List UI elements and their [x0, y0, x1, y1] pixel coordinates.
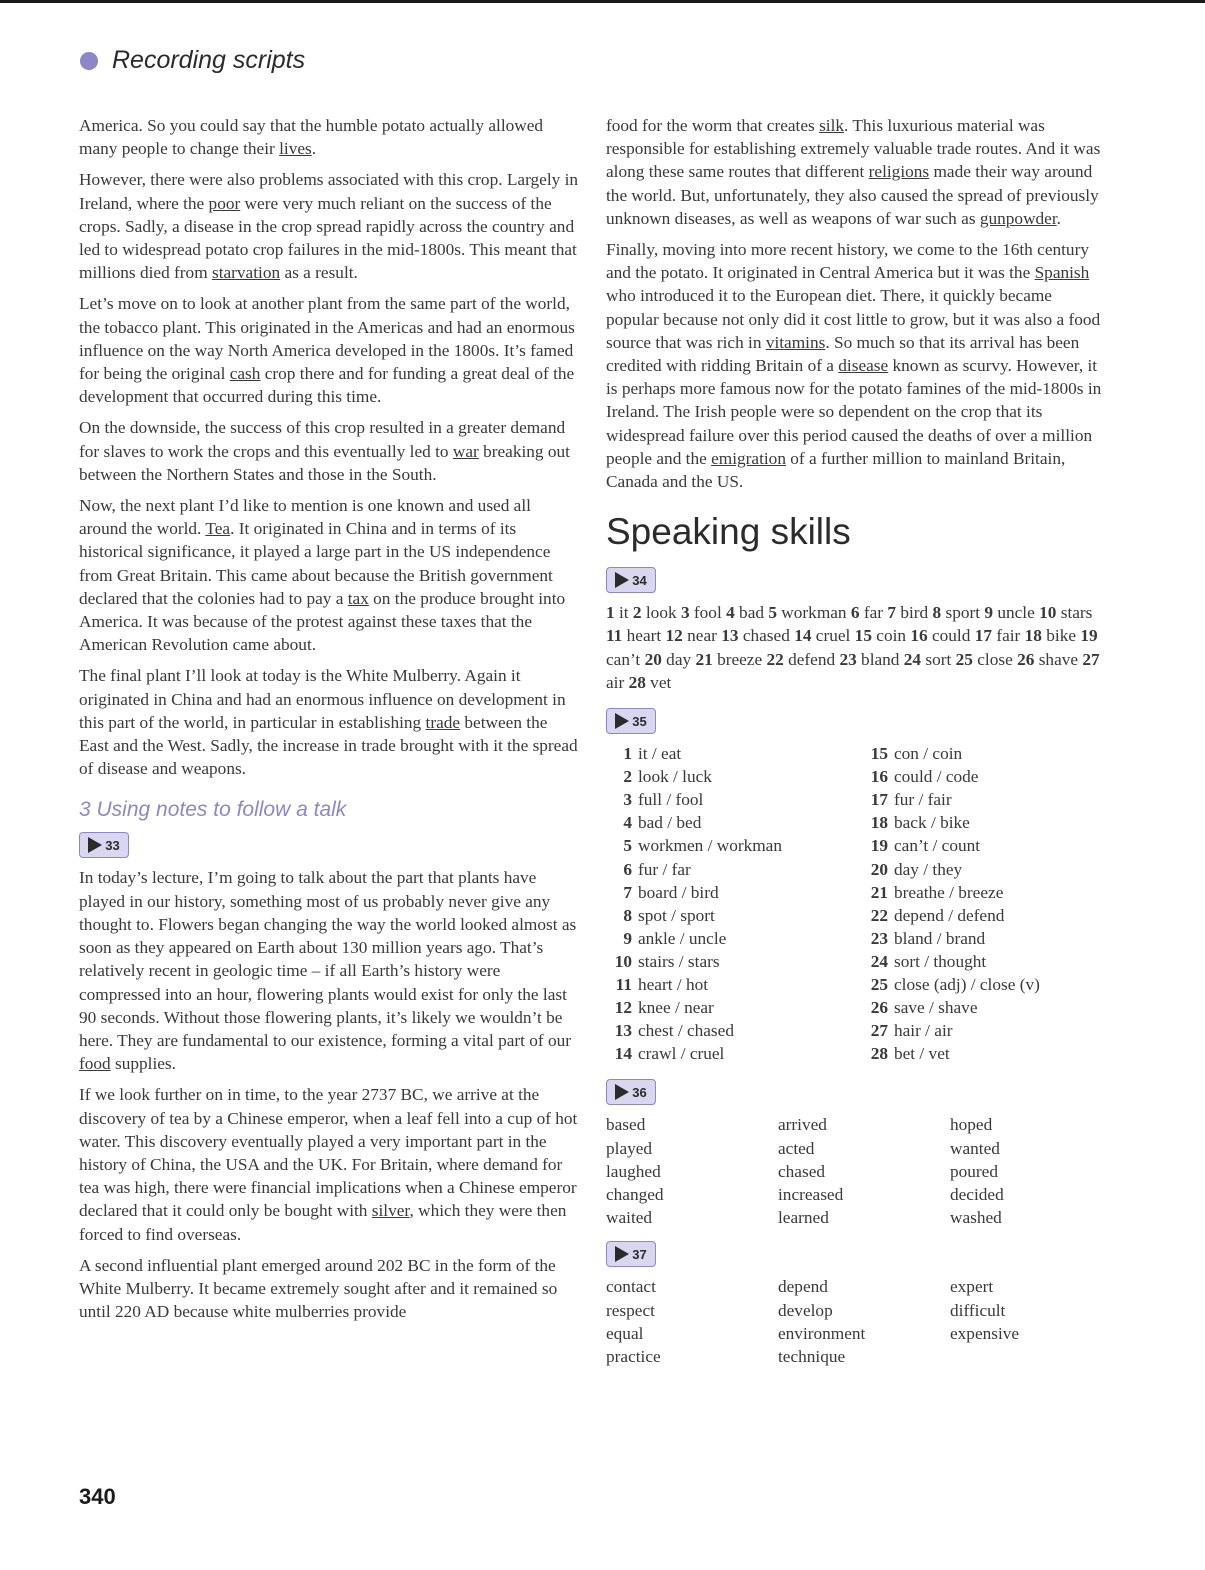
speaking-skills-heading: Speaking skills: [606, 511, 851, 553]
list-number: 2: [623, 767, 632, 787]
word: develop: [778, 1300, 833, 1320]
list-item: [870, 788, 1110, 811]
paragraph: In today’s lecture, I’m going to talk about the part that plants have played in our history, something most of us probably never give any thought to. Flowers began changing the way the world looked almost as soon as they appeared on Earth about 130 million years ago. That’s relatively recent in geologic time – if all Earth’s history were compressed into an hour, flowering plants would exist for only the last 90 seconds. Without those flowering plants, it’s likely we wouldn’t be here. They are fundamental to our existence, forming a vital part of our food supplies.: [79, 868, 577, 1074]
list-number: 24: [870, 951, 888, 971]
list-item: [614, 973, 870, 996]
list-number: 12: [614, 998, 632, 1018]
word: learned: [778, 1208, 829, 1228]
list-item: [614, 927, 870, 950]
paragraph: Finally, moving into more recent history, we come to the 16th century and the potato. It originated in Central America but it was the Spanish who introduced it to the European diet. There, it quickly became popular because not only did it cost little to grow, but it was also a food source that was rich in vitamins. So much so that its arrival has been credited with ridding Britain of a disease known as scurvy. However, it is perhaps more famous now for the potato famines of the mid-1800s in Ireland. The Irish people were so dependent on the crop that its widespread failure over this period caused the deaths of over a million people and the emigration of a further million to mainland Britain, Canada and the US.: [606, 240, 1102, 492]
list-number: 12: [665, 626, 683, 646]
list-word: it: [618, 603, 629, 623]
list-word: shave: [1038, 649, 1079, 669]
list-item: [614, 904, 870, 927]
word-pair: bland / brand: [894, 928, 986, 948]
list-number: 25: [870, 975, 888, 994]
list-word: heart: [626, 626, 662, 646]
word: chased: [778, 1161, 826, 1181]
list-number: 21: [695, 649, 713, 669]
word: increased: [778, 1184, 844, 1204]
track-36-word-grid: [606, 1113, 1109, 1229]
list-number: 15: [870, 744, 888, 764]
word-pair: spot / sport: [638, 905, 715, 925]
top-rule: [0, 0, 1205, 3]
word-pair: fur / far: [638, 859, 691, 879]
word-pair: bad / bed: [638, 813, 702, 833]
play-icon: [615, 572, 629, 588]
word: contact: [606, 1277, 656, 1297]
list-number: 15: [854, 626, 872, 646]
word-pair: chest / chased: [638, 1021, 734, 1041]
list-word: chased: [742, 626, 790, 646]
list-item: [870, 811, 1110, 834]
list-item: [614, 950, 870, 973]
word: practice: [606, 1347, 661, 1366]
word: depend: [778, 1277, 828, 1297]
list-item: [870, 973, 1110, 996]
paragraph: food for the worm that creates silk. This luxurious material was responsible for establishing extremely valuable trade routes. And it was along these same routes that different religions made their way around the world. But, unfortunately, they also caused the spread of previously unknown diseases, as well as weapons of war such as gunpowder.: [606, 116, 1101, 228]
list-number: 19: [870, 836, 888, 856]
list-number: 21: [870, 882, 888, 902]
word-pair: day / they: [894, 859, 963, 879]
word: environment: [778, 1323, 866, 1343]
paragraph: The final plant I’ll look at today is the White Mulberry. Again it originated in China and had an enormous influence on development in this part of the world, in particular in establishing trade between the East and the West. Sadly, the increase in trade brought with it the spread of disease and weapons.: [79, 666, 578, 779]
list-word: coin: [876, 626, 907, 646]
audio-track-34-button[interactable]: 34: [606, 567, 656, 593]
word: expert: [950, 1277, 994, 1297]
word: acted: [778, 1138, 815, 1158]
list-number: 23: [839, 649, 857, 669]
list-word: bike: [1046, 626, 1077, 646]
list-number: 6: [623, 859, 632, 879]
word: respect: [606, 1300, 655, 1320]
list-number: 3: [680, 603, 690, 623]
word-pair: back / bike: [894, 813, 970, 833]
paragraph: Let’s move on to look at another plant from the same part of the world, the tobacco plant. This originated in the Americas and had an enormous influence on the way North America developed in the 1800s. It’s famed for being the original cash crop there and for funding a great deal of the development that occurred during this time.: [79, 294, 575, 407]
list-item: [870, 927, 1110, 950]
list-number: 7: [623, 882, 632, 902]
list-number: 3: [623, 790, 632, 810]
list-number: 11: [606, 626, 623, 646]
word-pair: breathe / breeze: [894, 882, 1004, 902]
list-number: 17: [974, 626, 992, 646]
list-item: [870, 1042, 1110, 1065]
paragraph: Now, the next plant I’d like to mention is one known and used all around the world. Tea. It originated in China and in terms of its historical significance, it played a large part in the US independence from Great Britain. This came about because the British government declared that the colonies had to pay a tax on the produce brought into America. It was because of the protest against these taxes that the American Revolution came about.: [79, 496, 566, 655]
list-number: 28: [870, 1044, 888, 1064]
list-number: 17: [870, 790, 888, 810]
paragraph: A second influential plant emerged around 202 BC in the form of the White Mulberry. It became extremely sought after and it remained so until 220 AD because white mulberries provide: [79, 1255, 558, 1322]
word-pair: could / code: [894, 767, 979, 787]
word: changed: [606, 1184, 664, 1204]
section-heading: 3 Using notes to follow a talk: [79, 798, 347, 822]
list-word: can’t: [606, 649, 641, 669]
list-word: stars: [1060, 603, 1093, 623]
audio-track-35-button[interactable]: 35: [606, 708, 656, 734]
list-item: [870, 950, 1110, 973]
list-number: 10: [1039, 603, 1057, 623]
list-item: [870, 996, 1110, 1019]
word-pair: bet / vet: [894, 1044, 950, 1064]
track-34-word-list: [606, 601, 1109, 694]
list-number: 27: [870, 1021, 888, 1041]
list-number: 26: [1017, 649, 1035, 669]
list-item: [614, 996, 870, 1019]
word-pair: con / coin: [894, 744, 963, 764]
list-number: 9: [984, 603, 994, 623]
word: difficult: [950, 1300, 1006, 1320]
word: wanted: [950, 1138, 1000, 1158]
list-item: [614, 1019, 870, 1042]
list-number: 19: [1080, 626, 1098, 646]
list-item: [870, 1019, 1110, 1042]
paragraph: On the downside, the success of this crop resulted in a greater demand for slaves to work the crops and this eventually led to war breaking out between the Northern States and those in the South.: [79, 418, 570, 484]
word-pair: can’t / count: [894, 836, 981, 856]
list-word: vet: [650, 672, 672, 692]
word-pair: workmen / workman: [638, 836, 782, 856]
list-word: uncle: [997, 603, 1035, 623]
word: based: [606, 1115, 646, 1135]
list-number: 22: [870, 905, 888, 925]
word: poured: [950, 1161, 998, 1181]
play-icon: [615, 1084, 629, 1100]
list-number: 6: [850, 603, 860, 623]
list-number: 16: [870, 767, 888, 787]
list-item: [614, 788, 870, 811]
word: washed: [950, 1208, 1002, 1228]
list-word: day: [666, 649, 692, 669]
word-pair: full / fool: [638, 790, 704, 810]
word: waited: [606, 1208, 653, 1228]
word-pair: fur / fair: [894, 790, 952, 810]
word-pair: it / eat: [638, 744, 682, 764]
list-number: 20: [870, 859, 888, 879]
list-word: fool: [693, 603, 722, 623]
list-word: bad: [739, 603, 764, 623]
list-word: bland: [861, 649, 900, 669]
list-word: defend: [788, 649, 836, 669]
word: technique: [778, 1347, 846, 1366]
list-item: [870, 742, 1110, 765]
word-pair: heart / hot: [638, 975, 709, 994]
list-item: [870, 881, 1110, 904]
list-item: [614, 811, 870, 834]
bullet-dot-icon: [80, 52, 98, 70]
list-number: 20: [644, 649, 662, 669]
list-number: 5: [768, 603, 777, 623]
list-number: 18: [870, 813, 888, 833]
list-item: [614, 765, 870, 788]
word-pair: stairs / stars: [638, 951, 720, 971]
list-number: 13: [614, 1021, 632, 1041]
list-number: 2: [632, 603, 642, 623]
list-item: [614, 881, 870, 904]
word: played: [606, 1138, 653, 1158]
word: equal: [606, 1323, 644, 1343]
list-item: [614, 834, 870, 857]
left-column: [79, 114, 581, 1331]
list-word: far: [863, 603, 884, 623]
list-number: 10: [614, 951, 632, 971]
list-number: 4: [623, 813, 632, 833]
list-item: [614, 742, 870, 765]
word-pair: crawl / cruel: [638, 1044, 725, 1064]
list-word: could: [931, 626, 971, 646]
list-number: 4: [726, 603, 735, 623]
list-word: breeze: [717, 649, 763, 669]
play-icon: [615, 713, 629, 729]
list-number: 16: [910, 626, 928, 646]
list-word: air: [606, 672, 625, 692]
list-number: 1: [606, 603, 615, 623]
list-number: 23: [870, 928, 888, 948]
page-number: 340: [79, 1484, 116, 1509]
list-item: [614, 858, 870, 881]
list-number: 7: [887, 603, 897, 623]
word-pair: hair / air: [894, 1021, 953, 1041]
list-word: close: [977, 649, 1013, 669]
track-35-minimal-pairs: [614, 742, 1109, 1065]
list-word: look: [645, 603, 677, 623]
page-header: [80, 46, 305, 75]
list-number: 14: [794, 626, 812, 646]
word: laughed: [606, 1161, 661, 1181]
list-number: 24: [903, 649, 922, 669]
word-pair: board / bird: [638, 882, 719, 902]
list-item: [870, 858, 1110, 881]
word-pair: save / shave: [894, 998, 978, 1018]
right-column: [606, 114, 1109, 1380]
list-item: [614, 1042, 870, 1065]
list-number: 9: [623, 928, 632, 948]
word-pair: knee / near: [638, 998, 714, 1018]
list-number: 14: [614, 1044, 632, 1064]
audio-track-33-button[interactable]: 33: [79, 832, 129, 858]
list-number: 8: [932, 603, 942, 623]
list-item: [870, 834, 1110, 857]
list-number: 5: [623, 836, 632, 856]
word: hoped: [950, 1115, 993, 1135]
list-number: 13: [721, 626, 739, 646]
list-number: 11: [615, 975, 632, 994]
paragraph: If we look further on in time, to the year 2737 BC, we arrive at the discovery of tea by a Chinese emperor, when a leaf fell into a cup of hot water. This discovery eventually played a very important part in the history of China, the USA and the UK. For Britain, where demand for tea was high, there were financial implications when a Chinese emperor declared that it could only be bought with silver, which they were then forced to find overseas.: [79, 1085, 578, 1244]
list-number: 28: [628, 672, 646, 692]
header-title: Recording scripts: [112, 46, 306, 74]
word: decided: [950, 1184, 1004, 1204]
play-icon: [88, 837, 102, 853]
word: arrived: [778, 1115, 827, 1135]
word: expensive: [950, 1323, 1020, 1343]
track-37-word-grid: [606, 1275, 1109, 1368]
word: [950, 1345, 1100, 1368]
list-word: near: [687, 626, 717, 646]
word-pair: look / luck: [638, 767, 712, 787]
list-number: 25: [955, 649, 973, 669]
list-word: sort: [925, 649, 952, 669]
word-pair: depend / defend: [894, 905, 1005, 925]
list-word: sport: [945, 603, 981, 623]
list-number: 26: [870, 998, 888, 1018]
play-icon: [615, 1246, 629, 1262]
list-word: cruel: [815, 626, 851, 646]
list-number: 27: [1082, 649, 1100, 669]
list-item: [870, 904, 1110, 927]
word-pair: close (adj) / close (v): [894, 975, 1040, 994]
audio-track-36-button[interactable]: 36: [606, 1079, 656, 1105]
list-number: 22: [766, 649, 784, 669]
paragraph: However, there were also problems associated with this crop. Largely in Ireland, where the poor were very much reliant on the success of the crops. Sadly, a disease in the crop spread rapidly across the country and led to widespread potato crop failures in the mid-1800s. This meant that millions died from starvation as a result.: [79, 170, 579, 283]
list-number: 1: [623, 744, 632, 764]
word-pair: ankle / uncle: [638, 928, 727, 948]
list-word: fair: [996, 626, 1021, 646]
list-number: 18: [1024, 626, 1042, 646]
list-item: [870, 765, 1110, 788]
paragraph: America. So you could say that the humble potato actually allowed many people to change their lives.: [79, 116, 544, 159]
list-word: bird: [900, 603, 929, 623]
word-pair: sort / thought: [894, 951, 987, 971]
list-number: 8: [623, 905, 632, 925]
list-word: workman: [781, 603, 847, 623]
audio-track-37-button[interactable]: 37: [606, 1241, 656, 1267]
